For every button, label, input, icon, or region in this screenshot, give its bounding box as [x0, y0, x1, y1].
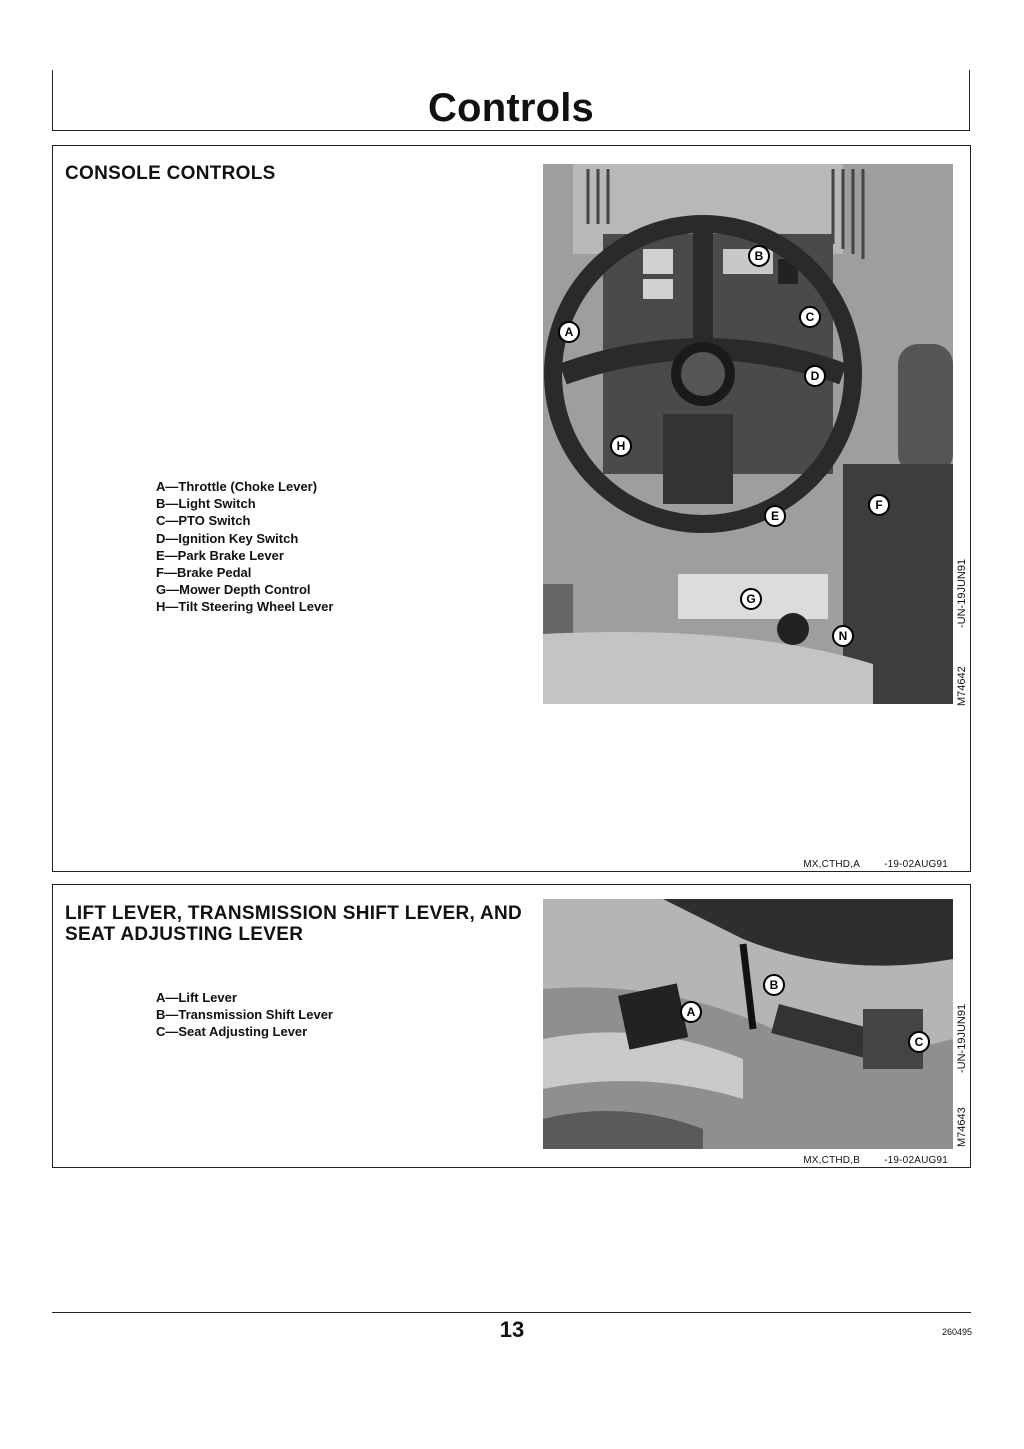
- svg-text:A: A: [686, 1005, 696, 1019]
- page-title: Controls: [427, 86, 595, 130]
- svg-text:B: B: [769, 978, 779, 992]
- document-code: 260495: [941, 1327, 972, 1337]
- svg-text:N: N: [838, 629, 848, 643]
- footer-date: -19-02AUG91: [884, 1155, 948, 1166]
- callout-e: [765, 506, 785, 526]
- image-code-id: M74643: [956, 1107, 968, 1147]
- legend-item: G—Mower Depth Control: [156, 582, 311, 598]
- svg-text:G: G: [746, 592, 756, 606]
- svg-text:F: F: [875, 498, 883, 512]
- callout-b: [749, 246, 769, 266]
- title-box: [52, 70, 970, 131]
- footer-rule: [52, 1312, 971, 1313]
- legend-item: A—Throttle (Choke Lever): [156, 479, 318, 494]
- console-photo: [543, 164, 953, 704]
- callout-d: [805, 366, 825, 386]
- callout-c: [909, 1032, 929, 1052]
- footer-ref: MX,CTHD,A: [803, 859, 861, 870]
- svg-text:C: C: [805, 310, 815, 324]
- callout-b: [764, 975, 784, 995]
- callout-f: [869, 495, 889, 515]
- section-heading: CONSOLE CONTROLS: [65, 163, 276, 184]
- legend-item: B—Light Switch: [156, 496, 256, 512]
- legend-item: A—Lift Lever: [156, 990, 237, 1005]
- legend-list: [156, 478, 333, 616]
- svg-text:D: D: [810, 369, 820, 383]
- svg-text:E: E: [770, 509, 780, 523]
- callout-g: [741, 589, 761, 609]
- image-code-id: M74642: [956, 666, 968, 706]
- legend-item: E—Park Brake Lever: [156, 547, 284, 563]
- legend-item: B—Transmission Shift Lever: [156, 1007, 333, 1023]
- svg-text:A: A: [564, 325, 574, 339]
- legend-item: H—Tilt Steering Wheel Lever: [156, 599, 334, 615]
- section-console-controls: [52, 145, 971, 872]
- page-number: 13: [499, 1317, 525, 1342]
- footer-date: -19-02AUG91: [884, 859, 948, 870]
- callout-c: [800, 307, 820, 327]
- legend-item: D—Ignition Key Switch: [156, 530, 299, 546]
- legend-list: [156, 989, 333, 1041]
- callout-n: [833, 626, 853, 646]
- section-lift-lever: [52, 884, 971, 1168]
- legend-item: F—Brake Pedal: [156, 565, 252, 581]
- callout-h: [611, 436, 631, 456]
- footer-ref: MX,CTHD,B: [803, 1155, 861, 1166]
- legend-item: C—Seat Adjusting Lever: [156, 1024, 308, 1040]
- image-code-date: -UN-19JUN91: [956, 1003, 968, 1073]
- callout-a: [681, 1002, 701, 1022]
- image-code-date: -UN-19JUN91: [956, 558, 968, 628]
- section-footer-code: [803, 859, 948, 870]
- section-heading: LIFT LEVER, TRANSMISSION SHIFT LEVER, AND SEAT ADJUSTING LEVER: [65, 903, 523, 945]
- svg-text:B: B: [754, 249, 764, 263]
- callout-a: [559, 322, 579, 342]
- lift-lever-photo: [543, 899, 953, 1149]
- callout-layer: [543, 899, 953, 1149]
- legend-item: C—PTO Switch: [156, 513, 251, 529]
- callout-layer: [543, 164, 953, 704]
- section-footer-code: [803, 1155, 948, 1166]
- svg-text:H: H: [616, 439, 626, 453]
- svg-text:C: C: [914, 1035, 924, 1049]
